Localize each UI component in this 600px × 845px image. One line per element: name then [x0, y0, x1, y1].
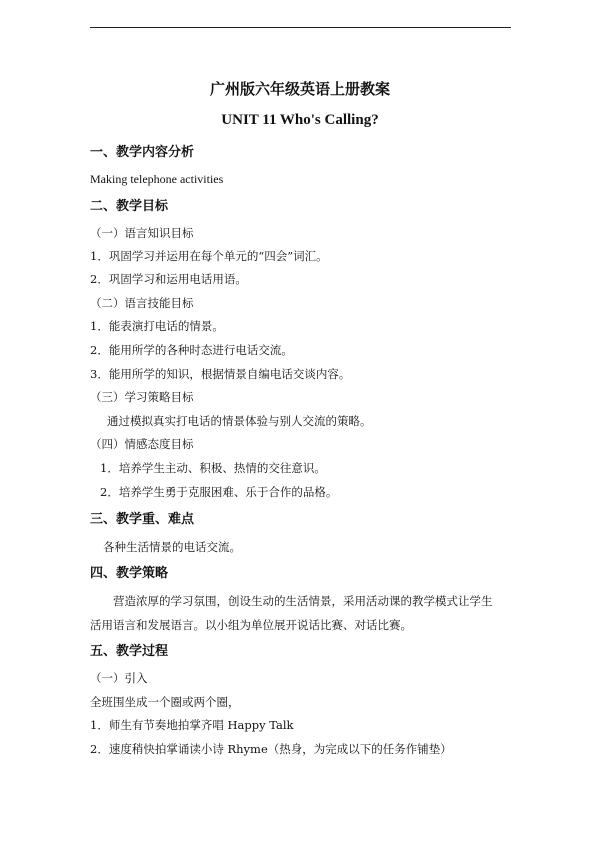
section-line: Making telephone activities	[90, 172, 224, 186]
header-rule	[90, 27, 511, 28]
list-item: 2．培养学生勇于克服困难、乐于合作的品格。	[100, 485, 338, 499]
document-subtitle: UNIT 11 Who's Calling?	[221, 112, 379, 128]
paragraph-line: 营造浓厚的学习氛围，创设生动的生活情景，采用活动课的教学模式让学生	[113, 594, 493, 608]
section-heading-content-analysis: 一、教学内容分析	[90, 145, 195, 160]
list-item: 2．巩固学习和运用电话用语。	[90, 272, 247, 286]
paragraph-line: 全班围坐成一个圈或两个圈，	[90, 695, 240, 709]
document-title: 广州版六年级英语上册教案	[209, 80, 390, 98]
subsection-emotional-attitude: （四）情感态度目标	[90, 437, 194, 451]
list-item: 1．师生有节奏地拍掌齐唱 Happy Talk	[90, 718, 294, 732]
section-heading-key-points: 三、教学重、难点	[90, 512, 195, 527]
subsection-language-knowledge: （一）语言知识目标	[90, 226, 194, 240]
list-item: 2．速度稍快拍掌诵读小诗 Rhyme（热身，为完成以下的任务作铺垫）	[90, 742, 452, 756]
subsection-language-skills: （二）语言技能目标	[90, 296, 194, 310]
list-item: 1．巩固学习并运用在每个单元的“四会”词汇。	[90, 249, 328, 263]
subsection-introduction: （一）引入	[90, 671, 148, 685]
section-heading-teaching-process: 五、教学过程	[90, 644, 169, 659]
list-item: 2．能用所学的各种时态进行电话交流。	[90, 343, 293, 357]
list-item: 1．能表演打电话的情景。	[90, 319, 224, 333]
paragraph-line: 各种生活情景的电话交流。	[103, 540, 241, 554]
section-heading-teaching-goals: 二、教学目标	[90, 199, 169, 214]
list-item: 1．培养学生主动、积极、热情的交往意识。	[100, 461, 326, 475]
paragraph-line: 通过模拟真实打电话的情景体验与别人交流的策略。	[107, 414, 372, 428]
list-item: 3．能用所学的知识，根据情景自编电话交谈内容。	[90, 367, 351, 381]
paragraph-line: 活用语言和发展语言。以小组为单位展开说话比赛、对话比赛。	[90, 618, 412, 632]
subsection-learning-strategy: （三）学习策略目标	[90, 390, 194, 404]
section-heading-teaching-strategy: 四、教学策略	[90, 566, 169, 581]
